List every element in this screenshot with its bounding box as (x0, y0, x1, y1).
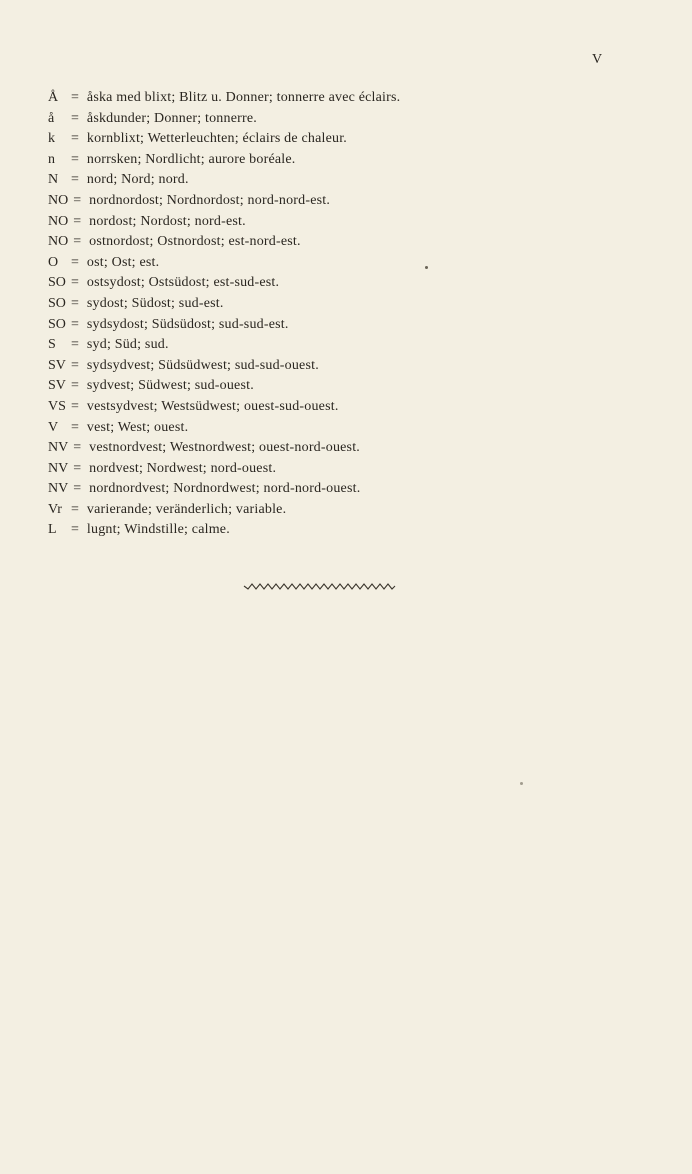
legend-description: ostsydost; Ostsüdost; est-sud-est. (86, 275, 280, 291)
legend-row (48, 191, 668, 212)
legend-description: vestsydvest; Westsüdwest; ouest-sud-ouest. (86, 398, 339, 414)
equals-sign: = (71, 151, 79, 167)
legend-abbreviation: S (48, 337, 56, 353)
legend-abbreviation: SO (48, 275, 66, 291)
legend-abbreviation: NV (48, 440, 69, 456)
legend-description: nordnordvest; Nordnordwest; nord-nord-ouest. (89, 481, 361, 497)
legend-row (48, 376, 668, 397)
legend-abbreviation: N (48, 172, 59, 188)
equals-sign: = (71, 316, 79, 332)
legend-abbreviation: SO (48, 316, 66, 332)
legend-row (48, 335, 668, 356)
legend-row (48, 273, 668, 294)
legend-row (48, 212, 668, 233)
abbreviation-legend (48, 88, 668, 541)
legend-description: sydvest; Südwest; sud-ouest. (86, 378, 254, 394)
legend-row (48, 479, 668, 500)
legend-abbreviation: NV (48, 460, 69, 476)
legend-row (48, 232, 668, 253)
legend-abbreviation: NO (48, 192, 69, 208)
equals-sign: = (71, 110, 79, 126)
legend-description: åskdunder; Donner; tonnerre. (86, 110, 257, 126)
legend-row (48, 438, 668, 459)
equals-sign: = (73, 234, 82, 250)
legend-row (48, 418, 668, 439)
legend-row (48, 150, 668, 171)
legend-description: nord; Nord; nord. (86, 172, 189, 188)
equals-sign: = (73, 213, 82, 229)
legend-row (48, 294, 668, 315)
legend-description: nordost; Nordost; nord-est. (89, 213, 246, 229)
legend-description: kornblixt; Wetterleuchten; éclairs de chaleur. (86, 131, 348, 147)
equals-sign: = (71, 337, 79, 353)
legend-abbreviation: SV (48, 378, 66, 394)
legend-abbreviation: SV (48, 357, 66, 373)
legend-description: vest; West; ouest. (86, 419, 189, 435)
equals-sign: = (73, 481, 82, 497)
equals-sign: = (71, 275, 79, 291)
equals-sign: = (71, 172, 79, 188)
ink-speck (520, 782, 523, 785)
page-number: V (592, 52, 603, 67)
legend-description: sydsydvest; Südsüdwest; sud-sud-ouest. (86, 357, 319, 373)
legend-row (48, 170, 668, 191)
equals-sign: = (71, 501, 79, 517)
legend-abbreviation: k (48, 131, 55, 147)
legend-row (48, 356, 668, 377)
equals-sign: = (71, 357, 79, 373)
legend-abbreviation: Vr (48, 501, 62, 517)
legend-abbreviation: VS (48, 398, 66, 414)
legend-abbreviation: NO (48, 234, 69, 250)
legend-abbreviation: Å (48, 90, 59, 105)
legend-abbreviation: SO (48, 295, 66, 311)
legend-abbreviation: NO (48, 213, 69, 229)
legend-description: ostnordost; Ostnordost; est-nord-est. (89, 234, 301, 250)
legend-abbreviation: å (48, 110, 55, 126)
legend-description: nordvest; Nordwest; nord-ouest. (89, 460, 277, 476)
equals-sign: = (71, 131, 79, 147)
ink-speck (425, 266, 428, 269)
legend-description: sydsydost; Südsüdost; sud-sud-est. (86, 316, 289, 332)
legend-abbreviation: L (48, 522, 57, 538)
legend-description: varierande; veränderlich; variable. (86, 501, 287, 517)
legend-row (48, 109, 668, 130)
legend-description: lugnt; Windstille; calme. (86, 522, 230, 538)
equals-sign: = (71, 295, 79, 311)
equals-sign: = (71, 398, 79, 414)
legend-description: nordnordost; Nordnordost; nord-nord-est. (89, 192, 331, 208)
legend-description: vestnordvest; Westnordwest; ouest-nord-ouest. (89, 440, 360, 456)
equals-sign: = (73, 440, 82, 456)
equals-sign: = (71, 254, 79, 270)
legend-row (48, 253, 668, 274)
legend-description: norrsken; Nordlicht; aurore boréale. (86, 151, 296, 167)
legend-row (48, 500, 668, 521)
legend-abbreviation: NV (48, 481, 69, 497)
legend-description: ost; Ost; est. (86, 254, 160, 270)
legend-row (48, 520, 668, 541)
equals-sign: = (71, 522, 79, 538)
legend-abbreviation: n (48, 151, 55, 167)
legend-row (48, 315, 668, 336)
equals-sign: = (71, 90, 79, 105)
legend-abbreviation: O (48, 254, 59, 270)
legend-row (48, 459, 668, 480)
legend-row (48, 397, 668, 418)
legend-abbreviation: V (48, 419, 59, 435)
equals-sign: = (71, 378, 79, 394)
equals-sign: = (73, 192, 82, 208)
equals-sign: = (71, 419, 79, 435)
legend-description: åska med blixt; Blitz u. Donner; tonnerre avec éclairs. (86, 90, 401, 105)
legend-description: syd; Süd; sud. (86, 337, 169, 353)
equals-sign: = (73, 460, 82, 476)
wavy-ornament (243, 580, 396, 592)
legend-description: sydost; Südost; sud-est. (86, 295, 224, 311)
legend-row (48, 129, 668, 150)
legend-row (48, 88, 668, 109)
